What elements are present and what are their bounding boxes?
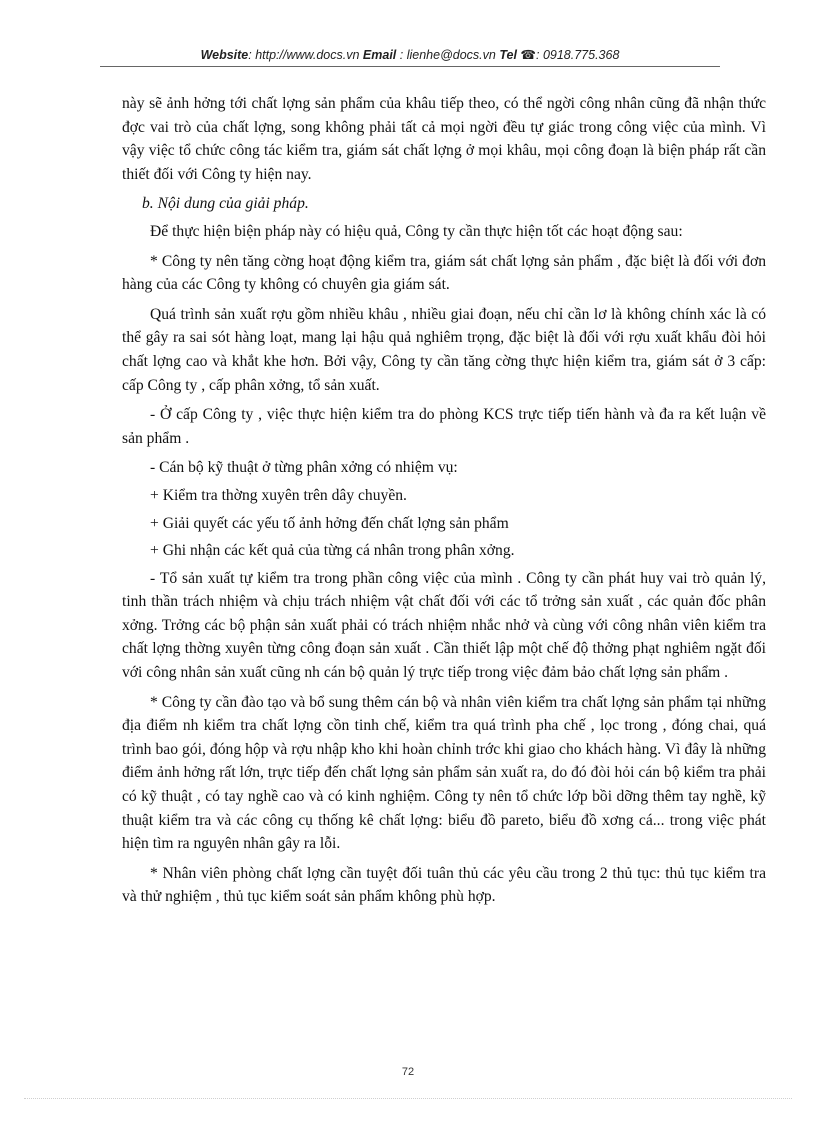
- phone-icon: ☎: [520, 48, 536, 62]
- email-label: Email: [362, 48, 397, 62]
- paragraph-training: * Công ty cần đào tạo và bổ sung thêm cán bộ và nhân viên kiểm tra chất lợng sản phẩm tại những địa điểm nh kiểm tra chất lợng cồn tinh chế, kiểm tra quá trình pha chế , lọc trong , đóng chai, quá trình bao gói, đóng hộp và rợu nhập kho khi hoàn chỉnh trớc khi giao cho khách hàng. Vì đây là những điểm ảnh hởng rất lớn, trực tiếp đến chất lợng sản phẩm sản xuất ra, do đó đòi hỏi cán bộ kiểm tra phải có kỹ thuật , có tay nghề cao và có kinh nghiệm. Công ty nên tổ chức lớp bồi dỡng thêm tay nghề, kỹ thuật kiểm tra và các công cụ thống kê chất lợng: biểu đồ pareto, biểu đồ xơng cá... trong việc phát hiện tìm ra nguyên nhân gây ra lỗi.: [122, 693, 766, 853]
- page-bottom-border: [24, 1098, 792, 1099]
- website-url[interactable]: : http://www.docs.vn: [248, 48, 360, 62]
- website-label: Website: [200, 48, 249, 62]
- paragraph-company-level: - Ở cấp Công ty , việc thực hiện kiểm tra do phòng KCS trực tiếp tiến hành và đa ra kết luận về sản phẩm .: [122, 406, 766, 447]
- tel-label: Tel: [499, 48, 517, 62]
- bullet-check: + Kiểm tra thờng xuyên trên dây chuyền.: [150, 486, 407, 504]
- tel-number: : 0918.775.368: [536, 48, 620, 62]
- bullet-resolve: + Giải quyết các yếu tố ảnh hởng đến chất lợng sản phẩm: [150, 514, 509, 532]
- paragraph-process: Quá trình sản xuất rợu gồm nhiều khâu , nhiều giai đoạn, nếu chỉ cần lơ là không chính xác là có thể gây ra sai sót hàng loạt, mang lại hậu quả nghiêm trọng, đặc biệt là đối với rợu xuất khẩu đòi hỏi chất lợng cao và khắt khe hơn. Bởi vậy, Công ty cần tăng cờng thực hiện kiểm tra, giám sát ở 3 cấp: cấp Công ty , cấp phân xởng, tổ sản xuất.: [122, 305, 766, 394]
- paragraph-quality-staff: * Nhân viên phòng chất lợng cần tuyệt đối tuân thủ các yêu cầu trong 2 thủ tục: thủ tục kiểm tra và thử nghiệm , thủ tục kiểm soát sản phẩm không phù hợp.: [122, 864, 766, 906]
- paragraph-continuation: này sẽ ảnh hởng tới chất lợng sản phẩm của khâu tiếp theo, có thể ngời công nhân cũng đã nhận thức đợc vai trò của chất lợng, song không phải tất cả mọi ngời đều tự giác trong công việc của mình. Vì vậy việc tổ chức công tác kiểm tra, giám sát chất lợng ở mọi khâu, mọi công đoạn là biện pháp rất cần thiết đối với Công ty hiện nay.: [122, 95, 766, 183]
- paragraph-item-1: * Công ty nên tăng cờng hoạt động kiểm tra, giám sát chất lợng sản phẩm , đặc biệt là đối với đơn hàng của các Công ty không có chuyên gia giám sát.: [122, 252, 766, 294]
- paragraph-technician: - Cán bộ kỹ thuật ở từng phân xởng có nhiệm vụ:: [150, 459, 458, 477]
- document-body: [122, 92, 766, 915]
- section-subheading: b. Nội dung của giải pháp.: [142, 195, 309, 213]
- email-address[interactable]: : lienhe@docs.vn: [399, 48, 496, 62]
- paragraph-intro: Để thực hiện biện pháp này có hiệu quả, Công ty cần thực hiện tốt các hoạt động sau:: [150, 222, 683, 240]
- paragraph-team-level: - Tổ sản xuất tự kiểm tra trong phần công việc của mình . Công ty cần phát huy vai trò quản lý, tinh thần trách nhiệm và chịu trách nhiệm vật chất đối với các tổ trởng sản xuất , các quản đốc phân xởng. Trởng các bộ phận sản xuất phải có trách nhiệm nhắc nhở và cùng với công nhân viên kiểm tra chất lợng thờng xuyên từng công đoạn sản xuất . Cần thiết lập một chế độ thởng phạt nghiêm ngặt đối với công nhân sản xuất cũng nh cán bộ quản lý trực tiếp trong việc đảm bảo chất lợng sản phẩm .: [122, 569, 766, 682]
- bullet-record: + Ghi nhận các kết quả của từng cá nhân trong phân xởng.: [150, 542, 515, 560]
- header-divider: [100, 66, 720, 67]
- page-number: 72: [401, 1066, 415, 1078]
- page-header: [100, 47, 720, 62]
